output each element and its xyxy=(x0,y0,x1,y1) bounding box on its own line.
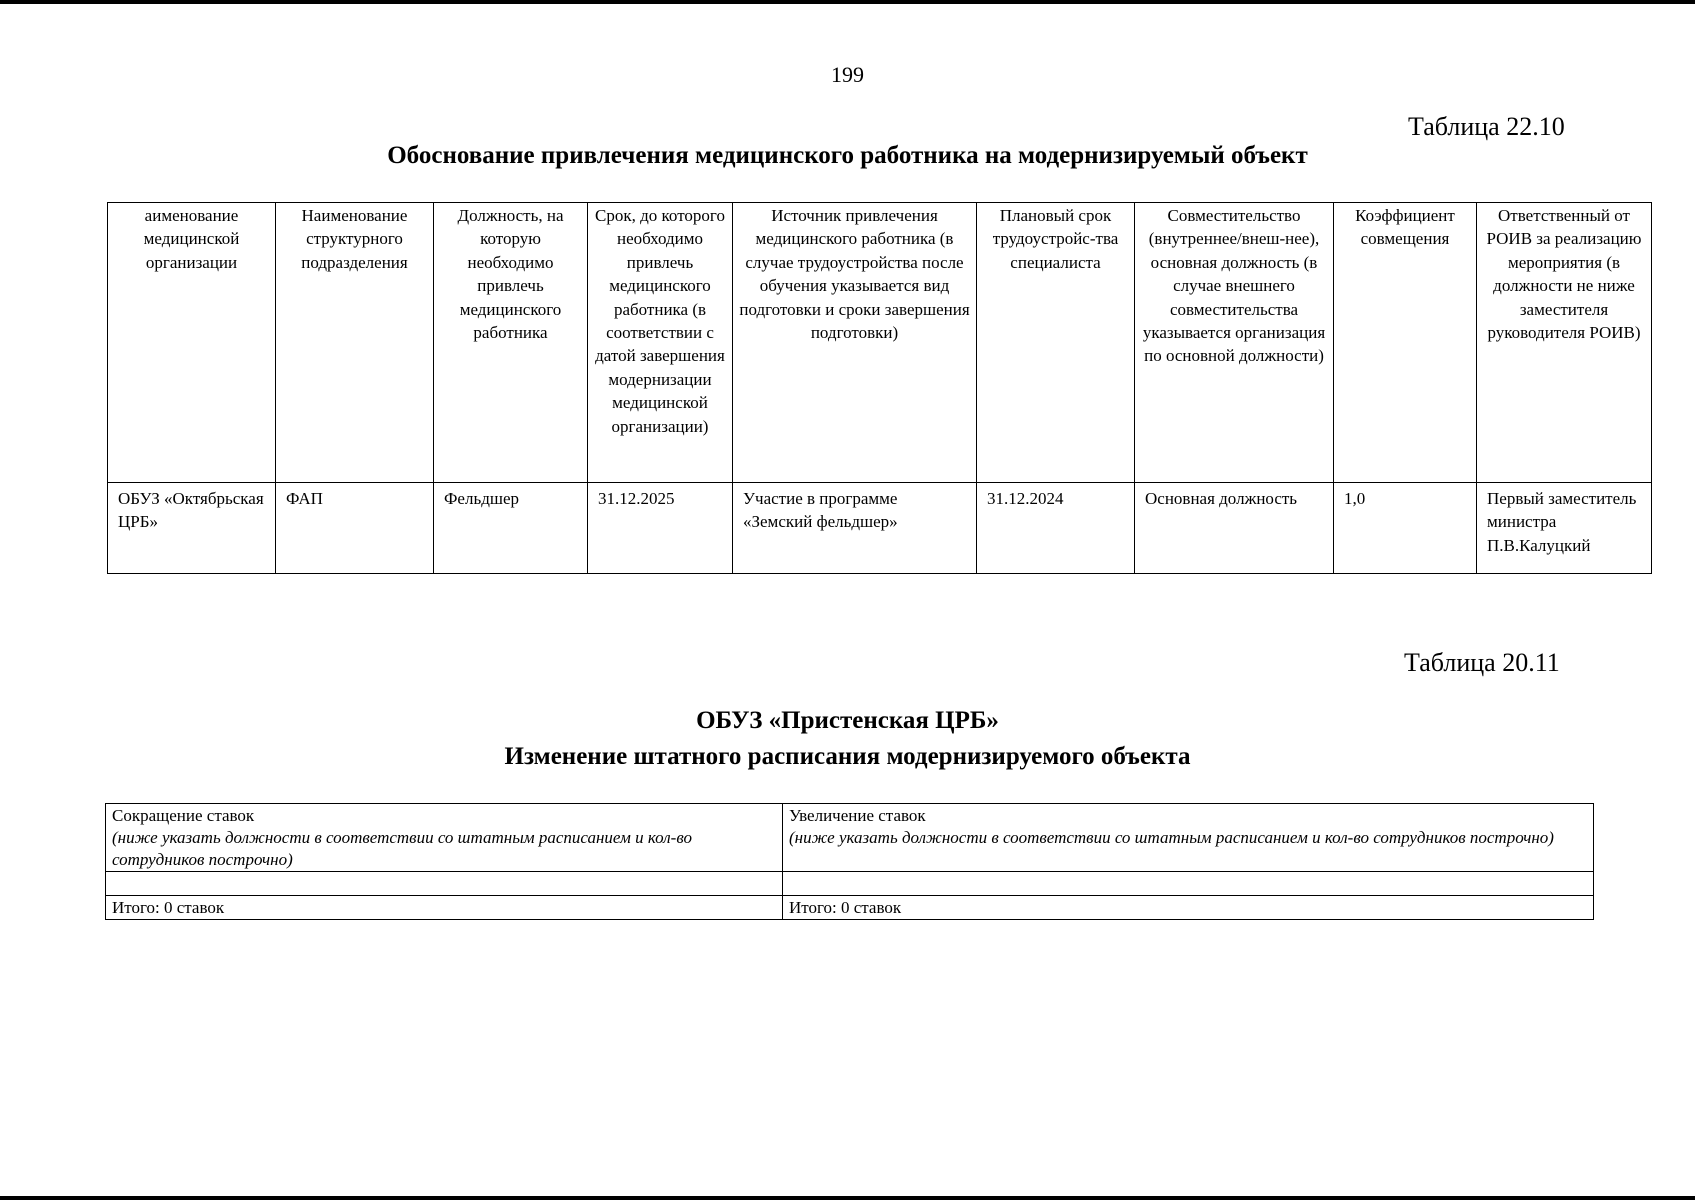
reduction-total: Итого: 0 ставок xyxy=(106,896,783,920)
table2-label: Таблица 20.11 xyxy=(1404,648,1560,677)
header-org-name: аименование медицинской организации xyxy=(108,203,276,483)
cell-org-name: ОБУЗ «Октябрьская ЦРБ» xyxy=(108,483,276,574)
cell-source: Участие в программе «Земский фельдшер» xyxy=(733,483,977,574)
reduction-hint: (ниже указать должности в соответствии со штатным расписанием и кол-во сотрудников построчно) xyxy=(112,828,692,869)
table1-title: Обоснование привлечения медицинского работника на модернизируемый объект xyxy=(387,142,1308,169)
reduction-empty-cell xyxy=(106,872,783,896)
cell-planned-date: 31.12.2024 xyxy=(977,483,1135,574)
header-department: Наименование структурного подразделения xyxy=(276,203,434,483)
cell-responsible: Первый заместитель министра П.В.Калуцкий xyxy=(1477,483,1652,574)
cell-position: Фельдшер xyxy=(434,483,588,574)
scan-bottom-border xyxy=(0,1196,1695,1200)
header-responsible: Ответственный от РОИВ за реализацию мероприятия (в должности не ниже заместителя руководителя РОИВ) xyxy=(1477,203,1652,483)
header-source: Источник привлечения медицинского работника (в случае трудоустройства после обучения указывается вид подготовки и сроки завершения подготовки) xyxy=(733,203,977,483)
table-row xyxy=(108,483,1652,574)
reduction-header: Сокращение ставок xyxy=(112,806,255,825)
staffing-change-table xyxy=(105,803,1594,920)
table2-total-row xyxy=(106,896,1594,920)
increase-empty-cell xyxy=(783,872,1594,896)
table2-title: Изменение штатного расписания модернизируемого объекта xyxy=(504,743,1191,770)
increase-hint: (ниже указать должности в соответствии со штатным расписанием и кол-во сотрудников построчно) xyxy=(789,828,1554,847)
header-deadline: Срок, до которого необходимо привлечь медицинского работника (в соответствии с датой завершения модернизации медицинской организации) xyxy=(588,203,733,483)
header-planned-date: Плановый срок трудоустройс-тва специалиста xyxy=(977,203,1135,483)
table2-org-title: ОБУЗ «Пристенская ЦРБ» xyxy=(696,707,999,734)
scan-top-border xyxy=(0,0,1695,4)
table1-label: Таблица 22.10 xyxy=(1408,112,1565,141)
reduction-header-cell xyxy=(106,804,783,872)
page-number: 199 xyxy=(831,62,864,87)
header-coefficient: Коэффициент совмещения xyxy=(1334,203,1477,483)
table1-header-row xyxy=(108,203,1652,483)
increase-header-cell xyxy=(783,804,1594,872)
cell-coefficient: 1,0 xyxy=(1334,483,1477,574)
cell-department: ФАП xyxy=(276,483,434,574)
cell-combination: Основная должность xyxy=(1135,483,1334,574)
table2-header-row xyxy=(106,804,1594,872)
cell-deadline: 31.12.2025 xyxy=(588,483,733,574)
table-row xyxy=(106,872,1594,896)
staffing-justification-table xyxy=(107,202,1652,574)
header-combination: Совместительство (внутреннее/внеш-нее), основная должность (в случае внешнего совместительства указывается организация по основной должности) xyxy=(1135,203,1334,483)
increase-total: Итого: 0 ставок xyxy=(783,896,1594,920)
increase-header: Увеличение ставок xyxy=(789,806,926,825)
header-position: Должность, на которую необходимо привлечь медицинского работника xyxy=(434,203,588,483)
